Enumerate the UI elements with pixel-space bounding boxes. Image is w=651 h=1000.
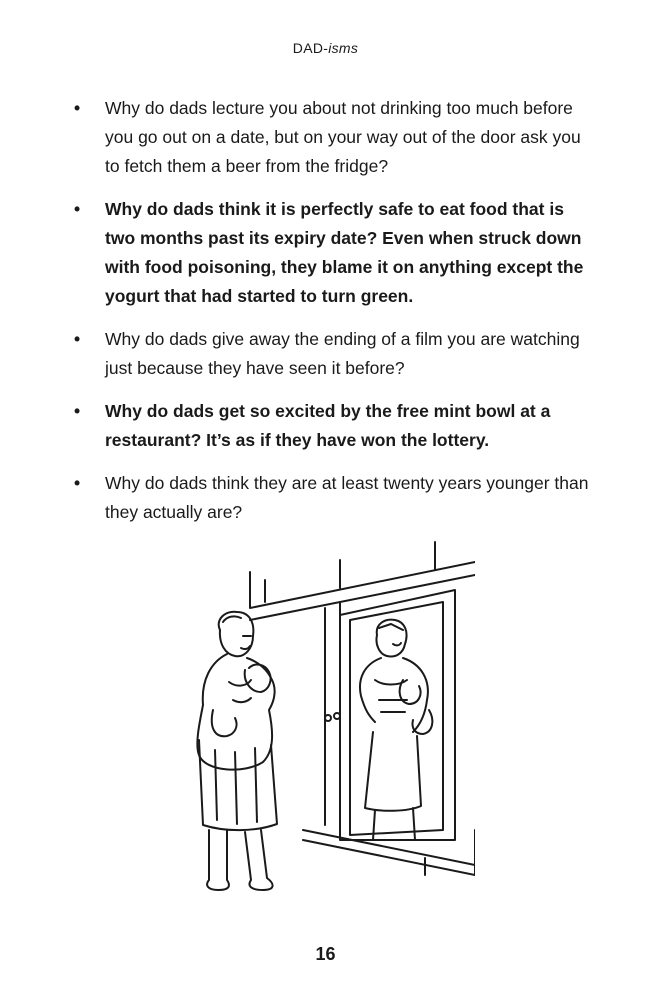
mirror-cartoon-illustration [185,540,475,900]
bullet-text: Why do dads get so excited by the free mint bowl at a restaurant? It’s as if they have won the lottery. [105,401,551,450]
bullet-item [74,195,594,311]
bullet-item [74,469,594,527]
bullet-glyph: • [74,199,81,219]
bullet-item [74,397,594,455]
page-number: 16 [315,944,336,964]
bullet-glyph: • [74,401,81,421]
bullet-item [74,325,594,383]
bullet-list [74,94,594,541]
bullet-text: Why do dads give away the ending of a film you are watching just because they have seen it before? [105,329,580,378]
bullet-text: Why do dads think it is perfectly safe to eat food that is two months past its expiry date? Even when struck down with food poisoning, they blame it on anything except the yogurt that had started to turn green. [105,199,584,306]
running-head [0,40,651,56]
bullet-glyph: • [74,329,81,349]
running-head-italic: isms [328,40,359,56]
bullet-glyph: • [74,473,81,493]
bullet-text: Why do dads think they are at least twenty years younger than they actually are? [105,473,589,522]
dad-figure-drawing [197,612,277,890]
bullet-glyph: • [74,98,81,118]
reflection-figure-drawing [360,620,432,840]
wardrobe-drawing [250,542,475,875]
bullet-item [74,94,594,181]
bullet-text: Why do dads lecture you about not drinking too much before you go out on a date, but on your way out of the door ask you to fetch them a beer from the fridge? [105,98,581,176]
running-head-main: DAD- [292,40,329,56]
